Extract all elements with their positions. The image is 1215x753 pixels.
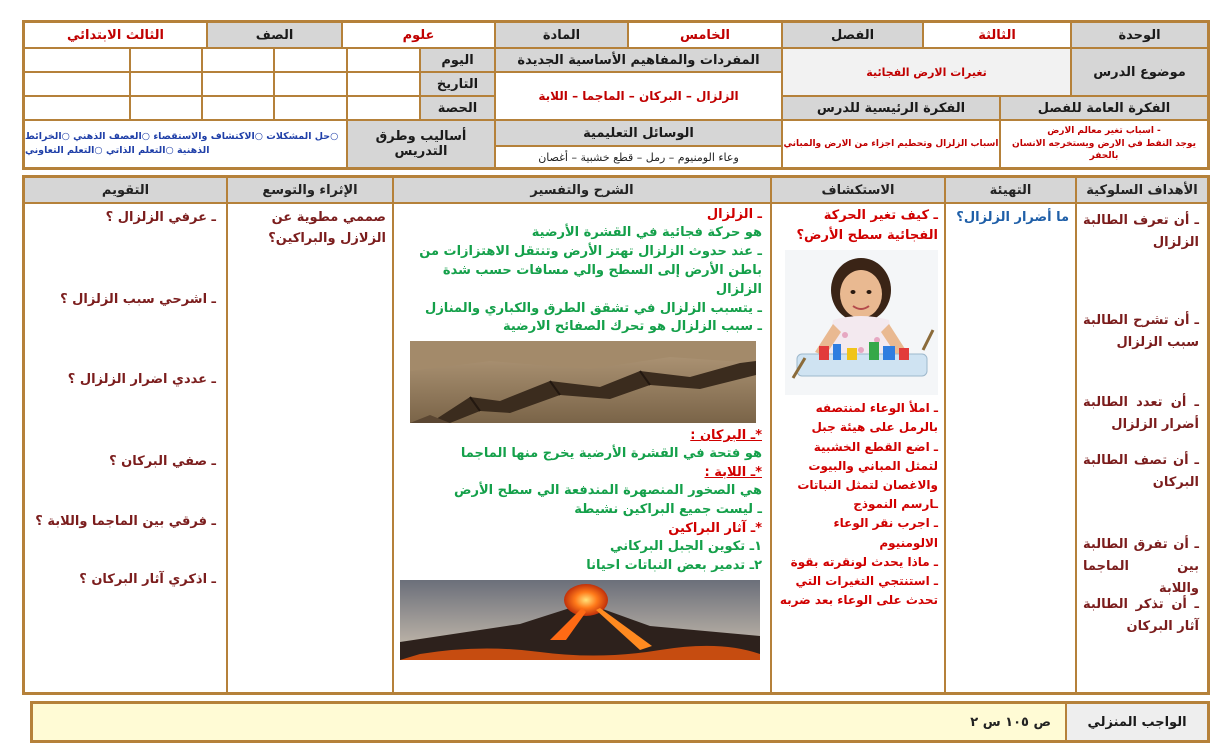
vocab-value: الزلزال – البركان – الماجما – اللابة [496, 73, 781, 119]
main-idea-value: اسباب الزلزال وتحطيم اجزاء من الارض والمباني [783, 121, 999, 167]
unit-label: الوحدة [1072, 23, 1207, 47]
col-explore: الاستكشاف [772, 178, 944, 202]
subject-label: المادة [496, 23, 627, 47]
objectives-body [1077, 204, 1207, 692]
child-experiment-photo [785, 250, 938, 395]
enrich-task: صممي مطوية عن الزلازل والبراكين؟ [268, 210, 386, 246]
explain-body [394, 204, 770, 692]
period-cell-5[interactable] [25, 97, 129, 119]
period-cell-4[interactable] [131, 97, 201, 119]
col-evaluate: التقويم [25, 178, 226, 202]
main-idea-label: الفكرة الرئيسية للدرس [783, 97, 999, 119]
day-cell-2[interactable] [275, 49, 346, 71]
day-cell-4[interactable] [131, 49, 201, 71]
general-idea-label: الفكرة العامة للفصل [1001, 97, 1207, 119]
date-cell-4[interactable] [131, 73, 201, 95]
evaluate-body [25, 204, 226, 692]
warmup-question: ما أضرار الزلزال؟ [956, 210, 1069, 225]
col-warmup: التهيئة [946, 178, 1075, 202]
subject-value: علوم [343, 23, 494, 47]
warmup-body [946, 204, 1075, 692]
child-experiment-illustration [785, 250, 938, 395]
explore-step: ـ اجرب نقر الوعاء الالومنيوم [833, 516, 938, 550]
col-objectives: الأهداف السلوكية [1077, 178, 1207, 202]
explore-step: ـ املأ الوعاء لمنتصفه بالرمل على هيئة جبل [811, 401, 938, 435]
lesson-plan-table [22, 175, 1210, 695]
explore-body [772, 204, 944, 692]
objective-item: ـ أن تعرف الطالبة الزلزال [1083, 213, 1199, 251]
evaluate-question: ـ فرقي بين الماجما واللابة ؟ [35, 514, 216, 529]
volcano-not-active: ـ ليست جميع البراكين نشيطة [574, 502, 762, 518]
date-cell-2[interactable] [275, 73, 346, 95]
volcano-illustration [400, 580, 760, 660]
general-idea-value [1001, 121, 1207, 167]
lava-title: *ـ اللابة : [704, 465, 762, 481]
volcano-definition: هو فتحة في القشرة الأرضية يخرج منها الماجما [460, 446, 762, 462]
lava-definition: هي الصخور المنصهرة المندفعة الي سطح الأرض [453, 483, 762, 499]
evaluate-question: ـ اذكري آثار البركان ؟ [79, 572, 216, 587]
date-cell-1[interactable] [348, 73, 419, 95]
volcano-effects-title: *ـ آثار البراكين [668, 521, 762, 537]
homework-table [30, 701, 1210, 743]
unit-value: الثالثة [924, 23, 1070, 47]
day-cell-3[interactable] [203, 49, 273, 71]
objective-item: ـ أن تصف الطالبة البركان [1083, 453, 1199, 491]
evaluate-question: ـ صفي البركان ؟ [109, 454, 216, 469]
date-cell-5[interactable] [25, 73, 129, 95]
earthquake-crack-photo [410, 341, 756, 423]
day-label: اليوم [421, 49, 494, 71]
objective-item: ـ أن تعدد الطالبة أضرار الزلزال [1083, 395, 1199, 433]
grade-value: الثالث الابتدائي [25, 23, 206, 47]
period-cell-1[interactable] [348, 97, 419, 119]
enrich-body [228, 204, 392, 692]
grade-label: الصف [208, 23, 341, 47]
date-label: التاريخ [421, 73, 494, 95]
period-cell-2[interactable] [275, 97, 346, 119]
volcano-effect: ٢ـ تدمير بعض النباتات احيانا [586, 558, 762, 574]
date-cell-3[interactable] [203, 73, 273, 95]
earthquake-line: ـ يتسبب الزلزال في تشقق الطرق والكباري والمنازل [425, 300, 762, 316]
day-cell-1[interactable] [348, 49, 419, 71]
homework-value [33, 704, 1065, 740]
volcano-effect: ١ـ تكوين الجبل البركاني [610, 539, 762, 555]
homework-label: الواجب المنزلي [1067, 704, 1207, 740]
evaluate-question: ـ اشرحي سبب الزلزال ؟ [60, 292, 216, 307]
explore-step: ـ ماذا يحدث لونقرته بقوة [790, 554, 938, 569]
col-explain: الشرح والتفسير [394, 178, 770, 202]
methods-line-1: ○حل المشكلات ○الاكتشاف والاستقصاء ○العصف الذهني ○الخرائط [25, 130, 339, 142]
volcano-photo [400, 580, 760, 660]
evaluate-question: ـ عرفي الزلزال ؟ [105, 210, 216, 225]
earthquake-line: ـ سبب الزلزال هو تحرك الصفائح الارضية [502, 319, 762, 335]
homework-text: ص ١٠٥ س ٢ [970, 714, 1051, 730]
earthquake-title: ـ الزلزال [706, 207, 762, 222]
evaluate-question: ـ عددي اضرار الزلزال ؟ [67, 372, 216, 387]
earthquake-line: ـ عند حدوث الزلزال تهتز الأرض وتنتقل الاهتزازات من باطن الأرض إلى السطح والي مسافات حسب شدة الزلزال [419, 244, 762, 297]
aids-label: الوسائل التعليمية [496, 121, 781, 145]
topic-value: تغيرات الارض الفجائية [783, 49, 1070, 95]
methods-value [25, 121, 346, 167]
general-idea-line: - اسباب تغير معالم الارض يوجد النفط في الارض ويستخرجه الانسان بالحفر [1012, 126, 1196, 162]
methods-label: أساليب وطرق التدريس [348, 121, 494, 167]
explore-step: ـ استنتجي التغيرات التي تحدث على الوعاء بعد ضربه [779, 573, 938, 608]
vocab-label: المفردات والمفاهيم الأساسية الجديدة [496, 49, 781, 71]
topic-label: موضوع الدرس [1072, 49, 1207, 95]
col-enrich: الإثراء والتوسع [228, 178, 392, 202]
earthquake-crack-illustration [410, 341, 756, 423]
explore-step: ـارسم النموذج [853, 497, 938, 512]
chapter-label: الفصل [783, 23, 922, 47]
objective-item: ـ أن تفرق الطالبة بين الماجما واللابة [1083, 537, 1199, 597]
explore-step: ـ اضع القطع الخشبية لتمثل المباني والبيوت والاغصان لتمثل النباتات [797, 439, 938, 493]
volcano-title: *ـ البركان : [690, 428, 762, 444]
aids-value: وعاء الومنيوم – رمل – قطع خشبية – أغصان [496, 147, 781, 167]
period-label: الحصة [421, 97, 494, 119]
objective-item: ـ أن تشرح الطالبة سبب الزلزال [1083, 313, 1199, 351]
day-cell-5[interactable] [25, 49, 129, 71]
explore-question: ـ كيف تغير الحركة الفجائية سطح الأرض؟ [796, 208, 938, 244]
chapter-value: الخامس [629, 23, 781, 47]
methods-line-2: الذهنية ○التعلم الذاتي ○التعلم التعاوني [25, 145, 210, 156]
lesson-info-table [22, 20, 1210, 170]
earthquake-line: هو حركة فجائية في القشرة الأرضية [531, 225, 762, 241]
period-cell-3[interactable] [203, 97, 273, 119]
objective-item: ـ أن تذكر الطالبة آثار البركان [1083, 597, 1199, 635]
